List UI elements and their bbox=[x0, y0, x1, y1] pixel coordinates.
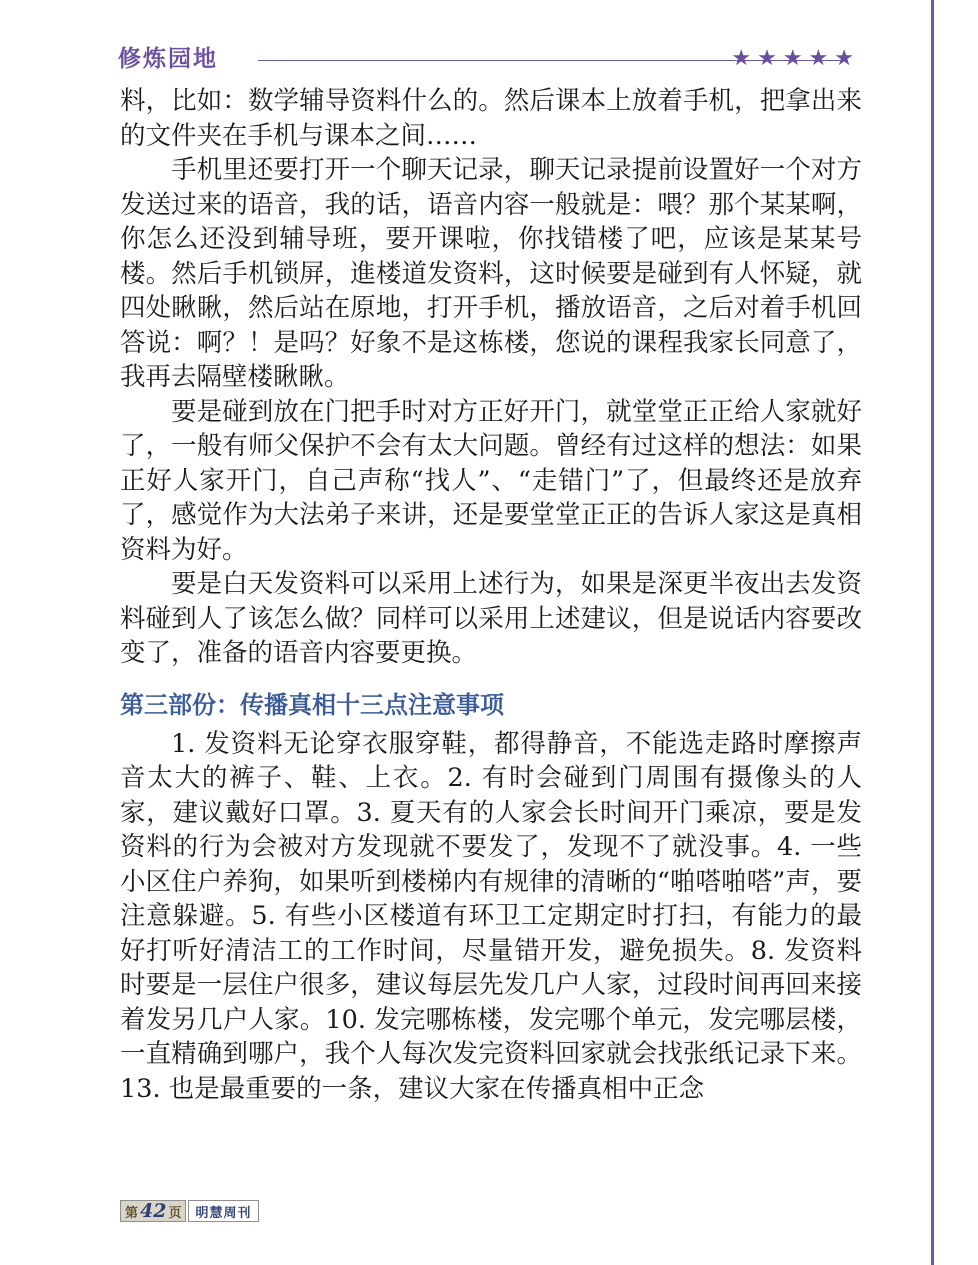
page-number: 42 bbox=[140, 1200, 167, 1222]
page-number-label bbox=[120, 1200, 186, 1222]
paragraph: 手机里还要打开一个聊天记录，聊天记录提前设置好一个对方发送过来的语音，我的话，语音内容一般就是：喂？那个某某啊，你怎么还没到辅导班，要开课啦，你找错楼了吧，应该是某某号楼。然后手机锁屏，進楼道发资料，这时候要是碰到有人怀疑，就四处瞅瞅，然后站在原地，打开手机，播放语音，之后对着手机回答说：啊？！是吗？好象不是这栋楼，您说的课程我家长同意了，我再去隔壁楼瞅瞅。 bbox=[120, 155, 862, 392]
page-edge-rule bbox=[931, 0, 934, 1265]
article-body bbox=[120, 84, 862, 1106]
page-suffix: 页 bbox=[168, 1205, 182, 1221]
page-prefix: 第 bbox=[125, 1205, 139, 1221]
header-stars: ★★★★★ bbox=[731, 46, 860, 71]
section-heading: 第三部份：传播真相十三点注意事项 bbox=[120, 690, 504, 719]
paragraph: 要是碰到放在门把手时对方正好开门，就堂堂正正给人家就好了，一般有师父保护不会有太大问题。曾经有过这样的想法：如果正好人家开门，自己声称“找人”、“走错门”了，但最终还是放弃了，感觉作为大法弟子来讲，还是要堂堂正正的告诉人家这是真相资料为好。 bbox=[120, 396, 862, 565]
paragraph: 1. 发资料无论穿衣服穿鞋，都得静音，不能选走路时摩擦声音太大的裤子、鞋、上衣。2. 有时会碰到门周围有摄像头的人家，建议戴好口罩。3. 夏天有的人家会长时间开门乘凉，要是发资料的行为会被对方发现就不要发了，发现不了就没事。4. 一些小区住户养狗，如果听到楼梯内有规律的清晰的“啪嗒啪嗒”声，要注意躲避。5. 有些小区楼道有环卫工定期定时打扫，有能力的最好打听好清洁工的工作时间，尽量错开发，避免损失。8. 发资料时要是一层住户很多，建议每层先发几户人家，过段时间再回来接着发另几户人家。10. 发完哪栋楼，发完哪个单元，发完哪层楼，一直精确到哪户，我个人每次发完资料回家就会找张纸记录下来。13. 也是最重要的一条，建议大家在传播真相中正念 bbox=[120, 728, 862, 1104]
magazine-name: 明慧周刊 bbox=[188, 1200, 258, 1222]
page-header bbox=[118, 44, 860, 80]
paragraph: 料，比如：数学辅导资料什么的。然后课本上放着手机，把拿出来的文件夹在手机与课本之间…… bbox=[120, 86, 862, 151]
section-name: 修炼园地 bbox=[118, 46, 218, 72]
paragraph: 要是白天发资料可以采用上述行为，如果是深更半夜出去发资料碰到人了该怎么做？同样可以采用上述建议，但是说话内容要改变了，准备的语音内容要更换。 bbox=[120, 569, 862, 668]
page-footer bbox=[120, 1200, 259, 1222]
